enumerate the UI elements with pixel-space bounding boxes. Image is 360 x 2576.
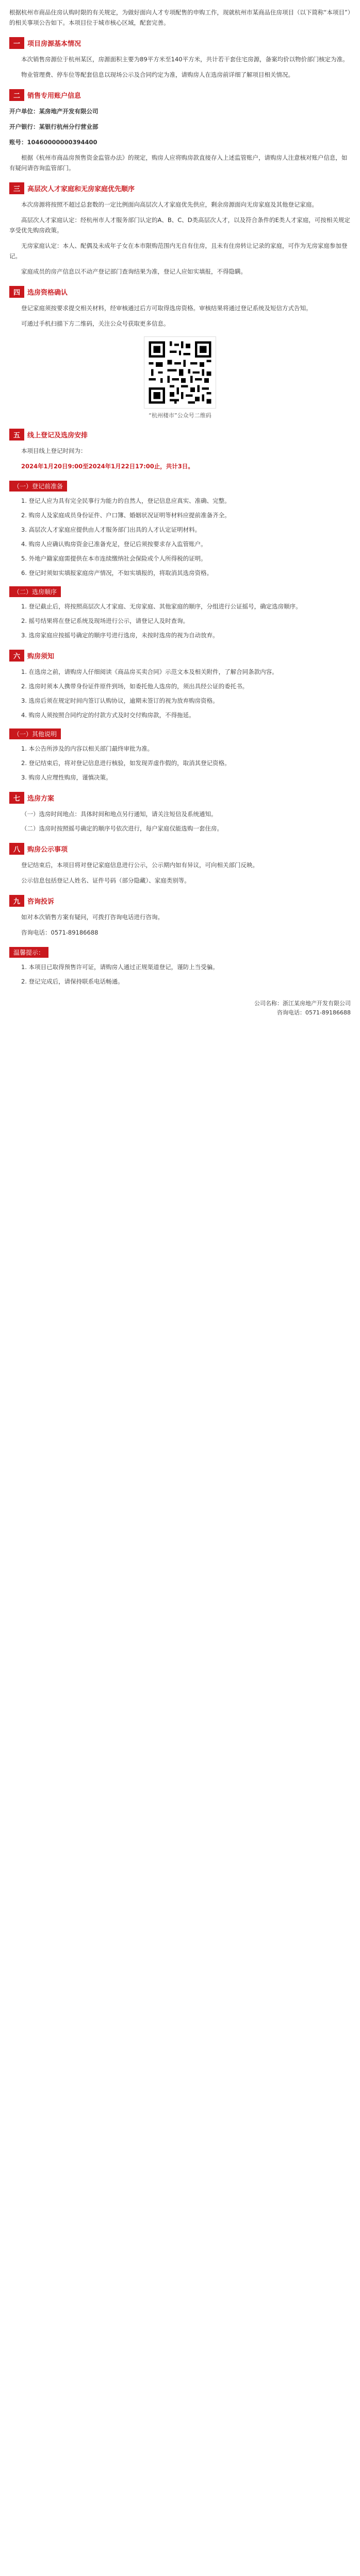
section-header-3 [9, 182, 351, 194]
subsection-header: （一）登记前准备 [9, 481, 67, 492]
list-item: 3. 购房人应理性购房，谨慎决策。 [21, 774, 112, 781]
section-title: 项目房源基本情况 [27, 40, 81, 48]
section-4-paragraph: 可通过手机扫描下方二维码，关注公众号获取更多信息。 [21, 320, 170, 327]
section-2-paragraph: 根据《杭州市商品房预售资金监管办法》的规定，购房人应将购房款直接存入上述监管账户，请购房人注意核对账户信息，如有疑问请咨询监管部门。 [9, 154, 348, 172]
section-3-paragraph: 无房家庭认定：本人、配偶及未成年子女在本市限购范围内无自有住房，且未有住房转让记录的家庭，可作为无房家庭参加登记。 [9, 242, 348, 260]
list-item: 1. 在选房之前，请购房人仔细阅读《商品房买卖合同》示范文本及相关附件，了解合同条款内容。 [21, 668, 278, 675]
section-number: 六 [9, 650, 24, 662]
section-5-paragraph: 本项目线上登记时间为： [21, 447, 87, 454]
qr-code-container [9, 337, 351, 408]
list-item: 5. 外地户籍家庭需提供在本市连续缴纳社会保险或个人所得税的证明。 [21, 555, 207, 562]
section-number: 二 [9, 89, 24, 101]
list-item: 2. 摇号结果将在登记系统及现场进行公示，请登记人及时查询。 [21, 617, 189, 624]
list-item: 2. 选房时须本人携带身份证件原件到场，如委托他人选房的，须出具经公证的委托书。 [21, 683, 249, 690]
qr-code-image [144, 337, 216, 408]
account-company: 开户单位：某房地产开发有限公司 [9, 108, 99, 115]
subsection-header: （一）其他说明 [9, 728, 61, 739]
footer [9, 999, 351, 1018]
contact-phone: 咨询电话：0571-89186688 [21, 929, 99, 936]
list-item: 4. 购房人须按照合同约定的付款方式及时交付购房款，不得拖延。 [21, 711, 195, 719]
section-3-paragraph: 高层次人才家庭认定：经杭州市人才服务部门认定的A、B、C、D类高层次人才，以及符合条件的E类人才家庭，可按相关规定享受优先购房政策。 [9, 216, 350, 234]
section-title: 购房公示事项 [27, 846, 68, 854]
section-title: 选房方案 [27, 795, 55, 803]
list-item: 1. 登记截止后，将按照高层次人才家庭、无房家庭、其他家庭的顺序，分组进行公证摇号，确定选房顺序。 [21, 603, 302, 610]
account-number: 账号：10460000000394400 [9, 139, 97, 146]
section-header-2 [9, 89, 351, 101]
list-item: 3. 高层次人才家庭应提供由人才服务部门出具的人才认定证明材料。 [21, 526, 201, 533]
section-title: 购房须知 [27, 653, 55, 660]
list-item: 2. 购房人及家庭成员身份证件、户口簿、婚姻状况证明等材料应提前准备齐全。 [21, 512, 231, 519]
section-number: 七 [9, 792, 24, 804]
section-header-4 [9, 286, 351, 298]
section-8-paragraph: 公示信息包括登记人姓名、证件号码（部分隐藏）、家庭类别等。 [21, 877, 190, 884]
list-item: 2. 登记完成后，请保持联系电话畅通。 [21, 978, 124, 985]
list-item: 3. 选房家庭应按摇号确定的顺序号进行选房，未按时选房的视为自动放弃。 [21, 632, 219, 639]
section-title: 咨询投诉 [27, 898, 55, 906]
intro-paragraph: 根据杭州市商品住房认购时限的有关规定，为做好面向人才专项配售的申购工作，现就杭州市某商品住房项目（以下简称“本项目”）的相关事项公告如下。本项目位于城市核心区域，配套完善。 [9, 9, 351, 26]
list-item: （一）选房时间地点：具体时间和地点另行通知，请关注短信及系统通知。 [21, 810, 217, 818]
list-item: 4. 购房人应确认购房资金已准备充足，登记后须按要求存入监管账户。 [21, 540, 207, 548]
footer-company: 公司名称：浙江某房地产开发有限公司 [254, 1000, 351, 1007]
section-title: 销售专用账户信息 [27, 92, 81, 100]
list-item: 3. 选房后须在规定时间内签订认购协议，逾期未签订的视为放弃购房资格。 [21, 697, 219, 704]
section-4-paragraph: 登记家庭须按要求提交相关材料，经审核通过后方可取得选房资格。审核结果将通过登记系统及短信方式告知。 [21, 304, 312, 312]
document-page [0, 0, 360, 1030]
section-number: 四 [9, 286, 24, 298]
section-header-5 [9, 429, 351, 440]
list-item: 6. 登记时须如实填报家庭房产情况，不如实填报的，将取消其选房资格。 [21, 569, 213, 577]
section-3-paragraph: 本次房源将按照不超过总套数的一定比例面向高层次人才家庭优先供应，剩余房源面向无房家庭及其他登记家庭。 [21, 201, 318, 208]
section-1-paragraph: 本次销售房源位于杭州某区，房源面积主要为89平方米至140平方米，共计若干套住宅房源，备案均价以物价部门核定为准。 [21, 56, 349, 63]
section-number: 一 [9, 37, 24, 49]
section-header-7 [9, 792, 351, 804]
section-9-paragraph: 如对本次销售方案有疑问，可拨打咨询电话进行咨询。 [21, 913, 163, 921]
footer-phone: 咨询电话：0571-89186688 [277, 1009, 351, 1016]
list-item: 1. 本项目已取得预售许可证，请购房人通过正规渠道登记，谨防上当受骗。 [21, 963, 219, 971]
list-item: （二）选房时按照摇号确定的顺序号依次进行，每户家庭仅能选购一套住房。 [21, 825, 223, 832]
section-header-6 [9, 650, 351, 662]
list-item: 1. 登记人应为具有完全民事行为能力的自然人，登记信息应真实、准确、完整。 [21, 497, 231, 504]
list-item: 2. 登记结束后，将对登记信息进行核验，如发现弄虚作假的，取消其登记资格。 [21, 759, 231, 767]
section-title: 高层次人才家庭和无房家庭优先顺序 [27, 185, 135, 193]
registration-time: 2024年1月20日9:00至2024年1月22日17:00止，共计3日。 [21, 463, 194, 470]
section-1-paragraph: 物业管理费、停车位等配套信息以现场公示及合同约定为准，请购房人在选房前详细了解项目相关情况。 [21, 71, 294, 78]
section-header-9 [9, 895, 351, 907]
section-number: 五 [9, 429, 24, 440]
section-title: 线上登记及选房安排 [27, 432, 88, 439]
section-number: 九 [9, 895, 24, 907]
subsection-header: （二）选房顺序 [9, 586, 61, 597]
section-3-paragraph: 家庭成员的房产信息以不动产登记部门查询结果为准，登记人应如实填报，不得隐瞒。 [21, 268, 247, 275]
section-title: 选房资格确认 [27, 289, 68, 297]
list-item: 1. 本公告所涉及的内容以相关部门最终审批为准。 [21, 745, 154, 752]
account-bank: 开户银行：某银行杭州分行营业部 [9, 123, 99, 130]
section-header-8 [9, 843, 351, 855]
section-8-paragraph: 登记结束后，本项目将对登记家庭信息进行公示，公示期内如有异议，可向相关部门反映。 [21, 861, 258, 869]
section-header-1 [9, 37, 351, 49]
qr-caption: “杭州楼市”公众号二维码 [149, 412, 211, 419]
subsection-header: 温馨提示： [9, 947, 48, 958]
section-number: 八 [9, 843, 24, 855]
section-number: 三 [9, 182, 24, 194]
